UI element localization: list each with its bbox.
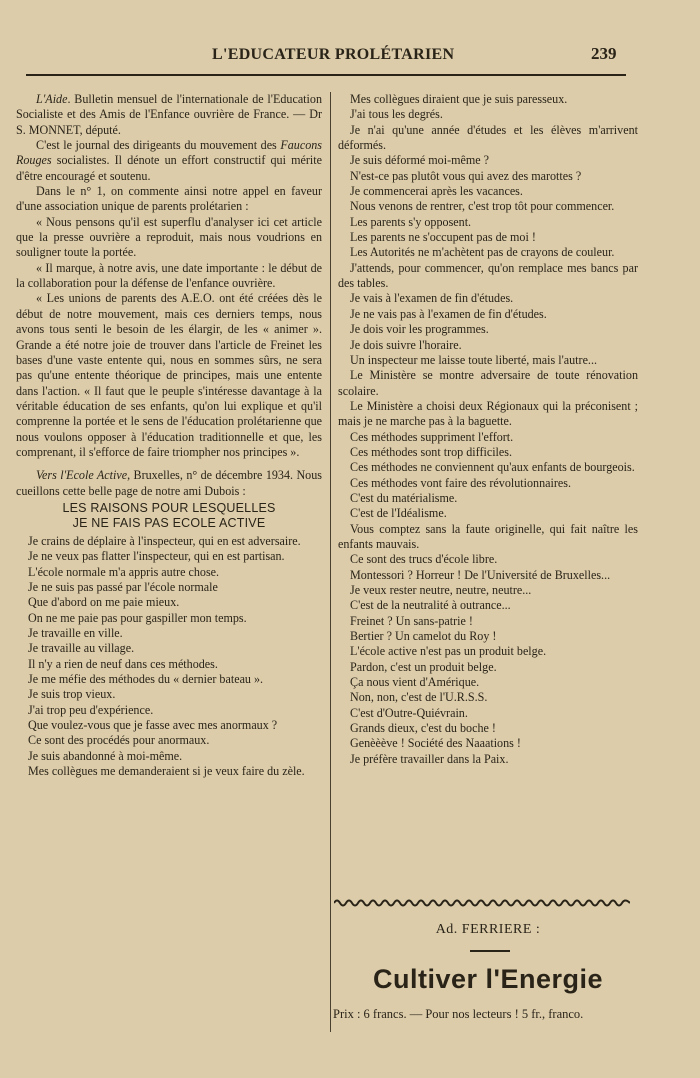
column-divider [330, 92, 331, 1032]
reason-line: Mes collègues me demanderaient si je veux faire du zèle. [28, 764, 305, 779]
ecole-title: Vers l'Ecole Active [36, 468, 128, 483]
reason-line: Freinet ? Un sans-patrie ! [350, 613, 473, 628]
faucons-rouges: Faucons Rouges [16, 138, 322, 168]
reason-line: Les parents s'y opposent. [350, 214, 472, 229]
reason-line: Que d'abord on me paie mieux. [28, 595, 180, 610]
reason-line: Il n'y a rien de neuf dans ces méthodes. [28, 656, 218, 671]
reason-line: Les parents ne s'occupent pas de moi ! [350, 230, 536, 245]
reason-line: Le Ministère a choisi deux Régionaux qui la préconisent ; mais je ne marche pas à la baguette. [338, 398, 638, 429]
reason-line: Je dois suivre l'horaire. [350, 337, 462, 352]
reason-line: Je suis déformé moi-même ? [350, 153, 490, 168]
aide-paragraph: « Nous pensons qu'il est superflu d'analyser ici cet article que la presse ouvrière a reproduit, mais nous voudrions en souligner toute la portée. [16, 214, 322, 260]
reason-line: C'est de l'Idéalisme. [350, 506, 447, 521]
reason-line: Je travaille en ville. [28, 626, 123, 640]
reason-line: Je préfère travailler dans la Paix. [350, 751, 509, 766]
reason-line: Non, non, c'est de l'U.R.S.S. [350, 690, 488, 705]
reason-line: Ce sont des procédés pour anormaux. [28, 733, 210, 748]
section-heading: LES RAISONS POUR LESQUELLES JE NE FAIS PAS ECOLE ACTIVE [62, 500, 276, 530]
left-column [16, 92, 322, 779]
reason-line: On ne me paie pas pour gaspiller mon temps. [28, 610, 247, 625]
reason-line: Le Ministère se montre adversaire de toute rénovation scolaire. [338, 368, 638, 398]
reason-line: J'ai tous les degrés. [350, 107, 443, 122]
reason-line: Je ne vais pas à l'examen de fin d'études. [350, 306, 547, 321]
reason-line: Bertier ? Un camelot du Roy ! [350, 629, 497, 644]
aide-paragraph: C'est le journal des dirigeants du mouvement des Faucons Rouges socialistes. Il dénote un effort constructif qui mérite d'être encouragé et soutenu. [16, 138, 322, 183]
reason-line: Pardon, c'est un produit belge. [350, 659, 497, 674]
reason-line: J'ai trop peu d'expérience. [28, 702, 154, 717]
reason-line: N'est-ce pas plutôt vous qui avez des marottes ? [350, 168, 582, 183]
reason-line: Que voulez-vous que je fasse avec mes anormaux ? [28, 718, 278, 733]
ad-author: Ad. FERRIERE : [435, 922, 541, 937]
reason-line: Je suis trop vieux. [28, 687, 116, 702]
reasons-list-left [16, 534, 322, 780]
reason-line: Vous comptez sans la faute originelle, qui fait naître les enfants mauvais. [338, 521, 638, 551]
reason-line: C'est du matérialisme. [350, 490, 458, 505]
right-column [338, 92, 638, 767]
reason-line: Je vais à l'examen de fin d'études. [350, 291, 514, 306]
aide-paragraph: « Les unions de parents des A.E.O. ont été créées dès le début de notre mouvement, mais ces derniers temps, nous avons tous senti le besoin de les élargir, de les « animer ». Grande a été notre joie de trouver dans l'article de Freinet les bases d'une vaste entente qui, nous en sommes sûrs, ne sera pas qu'une entente théorique de principes, mais une entente dans l'action. « Il faut que le peuple s'intéresse davantage à la véritable éducation de ses enfants, qu'on lui explique et qu'il comprenne la portée et le sens de l'éducation prolétarienne que nous voulons opposer à l'éducation traditionnelle et que, les comprenant, il s'efforce de faire triompher nos principes ». [16, 291, 322, 459]
reason-line: Ces méthodes suppriment l'effort. [350, 429, 514, 444]
reason-line: Ces méthodes sont trop difficiles. [350, 444, 513, 459]
reason-line: Ces méthodes ne conviennent qu'aux enfants de bourgeois. [350, 460, 635, 475]
reason-line: Je travaille au village. [28, 641, 135, 656]
reason-line: Je commencerai après les vacances. [350, 184, 523, 199]
reason-line: Ces méthodes vont faire des révolutionnaires. [350, 475, 571, 490]
reason-line: Je crains de déplaire à l'inspecteur, qui en est adversaire. [28, 533, 301, 548]
aide-title: L'Aide [36, 92, 68, 106]
running-title: L'EDUCATEUR PROLÉTARIEN [212, 46, 455, 63]
reason-line: C'est d'Outre-Quiévrain. [350, 705, 468, 720]
reason-line: L'école normale m'a appris autre chose. [28, 564, 220, 579]
reason-line: J'attends, pour commencer, qu'on remplace mes bancs par des tables. [338, 260, 638, 291]
reason-line: Genèèève ! Société des Naaations ! [350, 736, 521, 751]
aide-paragraph: « Il marque, à notre avis, une date importante : le début de la collaboration pour la défense de l'enfance ouvrière. [16, 260, 322, 291]
reason-line: Grands dieux, c'est du boche ! [350, 721, 496, 736]
reason-line: Nous venons de rentrer, c'est trop tôt pour commencer. [350, 199, 615, 214]
ad-title: Cultiver l'Energie [373, 964, 603, 994]
aide-paragraph: Dans le n° 1, on commente ainsi notre appel en faveur d'une association unique de parents prolétarien : [16, 184, 322, 214]
reason-line: Un inspecteur me laisse toute liberté, mais l'autre... [350, 352, 598, 367]
reason-line: Montessori ? Horreur ! De l'Université de Bruxelles... [350, 567, 611, 582]
reason-line: Ça nous vient d'Amérique. [350, 675, 480, 690]
reason-line: Je veux rester neutre, neutre, neutre... [350, 583, 532, 597]
reason-line: Je n'ai qu'une année d'études et les élèves m'arrivent déformés. [338, 122, 638, 153]
ad-price: Prix : 6 francs. — Pour nos lecteurs ! 5 fr., franco. [333, 1007, 584, 1021]
reason-line: C'est de la neutralité à outrance... [350, 598, 511, 613]
reason-line: Je ne veux pas flatter l'inspecteur, qui en est partisan. [28, 549, 285, 564]
page-header [26, 40, 626, 76]
ad-rule [470, 950, 510, 952]
page-number: 239 [591, 44, 617, 63]
reason-line: Je me méfie des méthodes du « dernier bateau ». [28, 672, 264, 687]
ecole-intro: Vers l'Ecole Active, Bruxelles, n° de décembre 1934. Nous cueillons cette belle page de notre ami Dubois : [16, 468, 322, 498]
reasons-list-right [338, 92, 638, 767]
wavy-divider [334, 898, 630, 908]
reason-line: L'école active n'est pas un produit belge. [350, 644, 547, 659]
reason-line: Je ne suis pas passé par l'école normale [28, 579, 218, 594]
reason-line: Les Autorités ne m'achètent pas de crayons de couleur. [350, 245, 615, 260]
reason-line: Mes collègues diraient que je suis paresseux. [350, 92, 568, 106]
reason-line: Je dois voir les programmes. [350, 322, 489, 337]
reason-line: Je suis abandonné à moi-même. [28, 748, 183, 763]
reason-line: Ce sont des trucs d'école libre. [350, 552, 498, 567]
aide-intro: L'Aide. Bulletin mensuel de l'internationale de l'Education Socialiste et des Amis de l'Enfance ouvrière de France. — Dr S. MONNET, député. [16, 92, 322, 137]
